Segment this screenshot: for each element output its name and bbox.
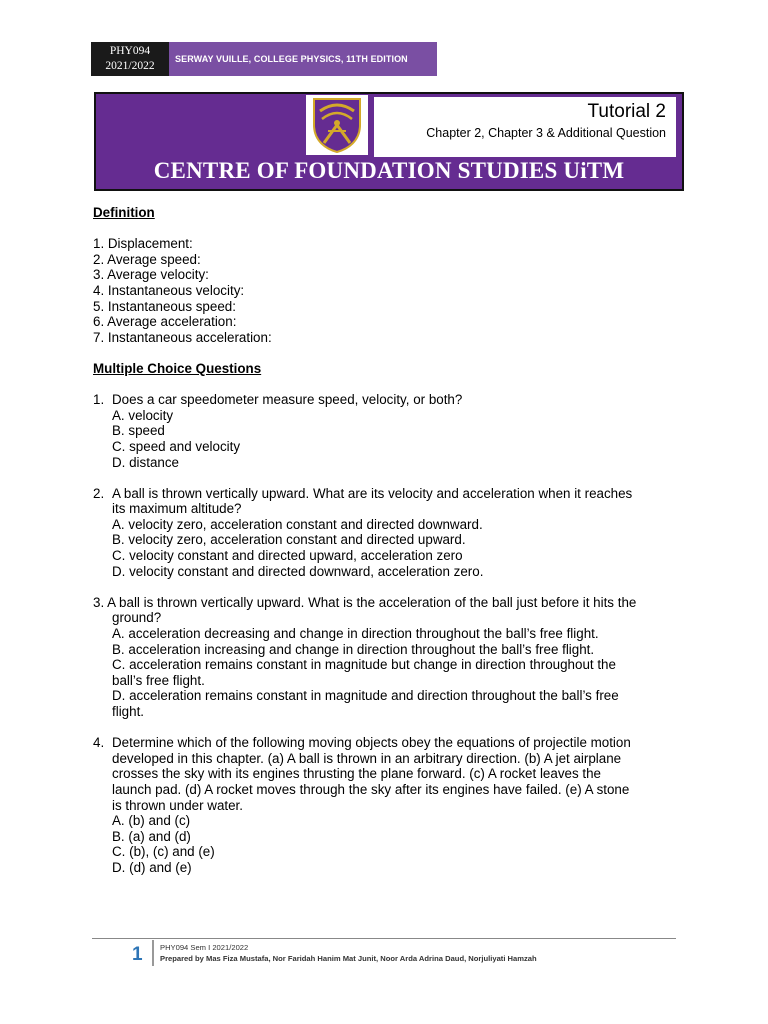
session: 2021/2022	[105, 60, 155, 72]
page-number: 1	[132, 944, 143, 965]
definition-item: 5. Instantaneous speed:	[93, 298, 236, 314]
answer-option: D. acceleration remains constant in magnitude and direction throughout the ball’s free	[112, 688, 619, 704]
answer-option: ball’s free flight.	[112, 672, 205, 688]
question-3	[93, 595, 683, 720]
question-number: 1.	[93, 392, 105, 408]
question-text: its maximum altitude?	[112, 501, 242, 517]
answer-option: C. acceleration remains constant in magnitude but change in direction throughout the	[112, 657, 616, 673]
question-text: 3. A ball is thrown vertically upward. What is the acceleration of the ball just before it hits the	[93, 594, 637, 610]
footer-course: PHY094 Sem I 2021/2022	[160, 943, 249, 952]
footer-authors: Prepared by Mas Fiza Mustafa, Nor Faridah Hanim Mat Junit, Noor Arda Adrina Daud, Norjuliyati Hamzah	[160, 954, 537, 963]
question-text: launch pad. (d) A rocket moves through the sky after its engines have failed. (e) A stone	[112, 781, 630, 797]
answer-option: C. (b), (c) and (e)	[112, 844, 215, 860]
definition-item: 2. Average speed:	[93, 251, 201, 267]
answer-option: C. velocity constant and directed upward, acceleration zero	[112, 548, 463, 564]
answer-option: C. speed and velocity	[112, 438, 241, 454]
answer-option: A. (b) and (c)	[112, 813, 191, 829]
definition-item: 4. Instantaneous velocity:	[93, 282, 245, 298]
question-text: ground?	[112, 610, 162, 626]
footer-divider	[92, 938, 676, 939]
question-text: A ball is thrown vertically upward. What are its velocity and acceleration when it reaches	[112, 485, 633, 501]
question-text: crosses the sky with its engines thrusting the plane forward. (c) A rocket leaves the	[112, 766, 601, 782]
course-code: PHY094	[109, 45, 151, 57]
answer-option: D. (d) and (e)	[112, 859, 192, 875]
tutorial-title: Tutorial 2	[587, 101, 666, 122]
answer-option: A. velocity	[112, 407, 174, 423]
question-number: 2.	[93, 485, 105, 501]
definition-list	[93, 236, 683, 345]
tutorial-subtitle: Chapter 2, Chapter 3 & Additional Question	[426, 126, 666, 140]
answer-option: A. acceleration decreasing and change in direction throughout the ball’s free flight.	[112, 626, 599, 642]
question-text: Determine which of the following moving objects obey the equations of projectile motion	[112, 735, 631, 751]
question-1	[93, 392, 683, 470]
definition-item: 3. Average velocity:	[93, 267, 209, 283]
definition-item: 6. Average acceleration:	[93, 314, 237, 330]
question-number: 4.	[93, 735, 105, 751]
institution-name: CENTRE OF FOUNDATION STUDIES UiTM	[153, 158, 625, 183]
definition-item: 7. Instantaneous acceleration:	[93, 329, 272, 345]
uitm-crest-icon	[306, 95, 368, 155]
question-text: Does a car speedometer measure speed, velocity, or both?	[112, 392, 463, 408]
mcq-heading: Multiple Choice Questions	[93, 360, 262, 376]
answer-option: D. distance	[112, 454, 179, 470]
answer-option: D. velocity constant and directed downward, acceleration zero.	[112, 563, 484, 579]
footer-separator	[152, 940, 154, 966]
answer-option: A. velocity zero, acceleration constant and directed downward.	[112, 516, 483, 532]
definition-heading: Definition	[93, 205, 155, 220]
answer-option: B. speed	[112, 423, 165, 439]
answer-option: B. acceleration increasing and change in direction throughout the ball’s free flight.	[112, 641, 595, 657]
footer-credits	[160, 942, 537, 964]
document-body	[93, 205, 683, 876]
tutorial-title-box	[374, 97, 676, 157]
answer-option: B. velocity zero, acceleration constant and directed upward.	[112, 532, 466, 548]
question-2	[93, 486, 683, 580]
definition-item: 1. Displacement:	[93, 236, 193, 252]
course-code-badge	[91, 42, 169, 76]
answer-option: B. (a) and (d)	[112, 828, 191, 844]
question-4	[93, 735, 683, 875]
question-text: developed in this chapter. (a) A ball is thrown in an arbitrary direction. (b) A jet airplane	[112, 750, 622, 766]
textbook-reference: SERWAY VUILLE, COLLEGE PHYSICS, 11TH EDITION	[169, 42, 437, 76]
answer-option: flight.	[112, 704, 145, 719]
question-text: is thrown under water.	[112, 797, 243, 813]
